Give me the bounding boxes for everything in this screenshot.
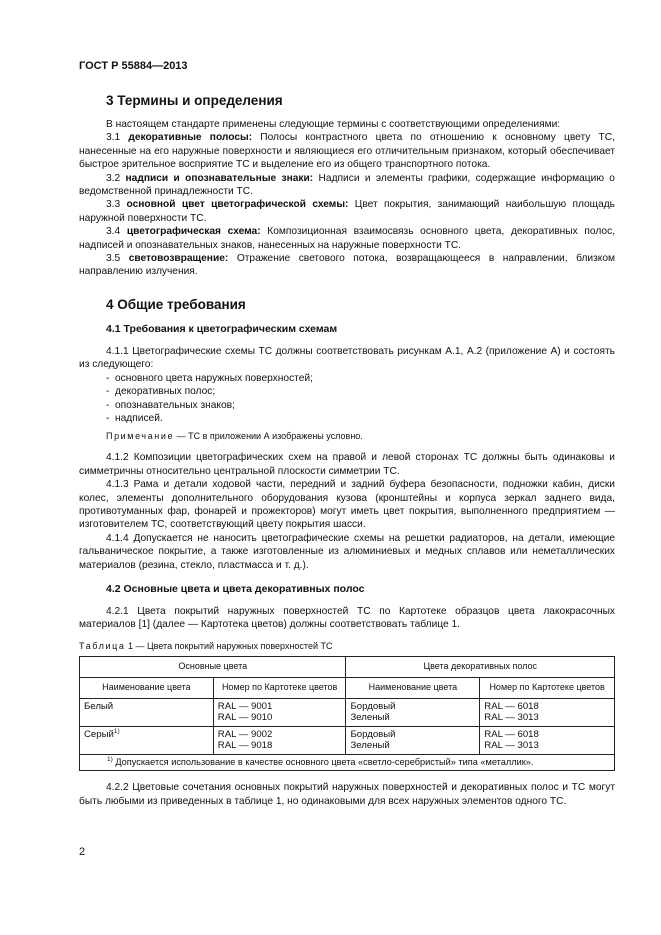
note	[79, 430, 615, 442]
para-4-2-2: 4.2.2 Цветовые сочетания основных покрытий наружных поверхностей и декоративных полос и ТС могут быть любыми из приведенных в таблице 1, но одинаковыми для всех наружных элементов одного ТС.	[79, 782, 615, 807]
table-footnote-row	[80, 754, 615, 771]
table-column-header-row	[80, 677, 615, 698]
term-3-2: 3.2 надписи и опознавательные знаки: Надписи и элементы графики, содержащие информацию о ведомственной принадлежности ТС.	[79, 172, 615, 198]
section-3-intro: В настоящем стандарте применены следующие термины с соответствующими определениями:	[106, 119, 561, 130]
para-4-1-1: 4.1.1 Цветографические схемы ТС должны соответствовать рисункам А.1, А.2 (приложение А) и состоять из следующего:	[79, 345, 615, 371]
term-3-4: 3.4 цветографическая схема: Композиционная взаимосвязь основного цвета, декоративных полос, надписей и опознавательных знаков, нанесенных на наружные поверхности ТС.	[79, 226, 615, 251]
note-label: Примечание	[106, 431, 175, 442]
note-text: — ТС в приложении А изображены условно.	[174, 431, 363, 442]
page-number: 2	[79, 846, 86, 858]
table-cell: Бордовый Зеленый	[346, 698, 480, 726]
table-footnote: $^{1)}$ Допускается использование в качестве основного цвета «светло-серебристый» типа «металлик».	[80, 754, 615, 771]
table-cell: RAL — 9002 RAL — 9018	[213, 726, 346, 754]
table-group-header-row	[80, 656, 615, 677]
table-caption	[79, 640, 615, 652]
table-cell: RAL — 9001 RAL — 9010	[213, 698, 346, 726]
table-label: Таблица	[79, 640, 126, 651]
group-header-stripe-colors: Цвета декоративных полос	[346, 656, 615, 677]
table-cell: Серый$^{1)}$	[80, 726, 214, 754]
para-4-1-3: 4.1.3 Рама и детали ходовой части, передний и задний буфера безопасности, подножки кабин, диски колес, элементы дополнительного оборудования кузова (кронштейны и корпуса зеркал заднего вида, противотуманных фар, фонарей и прожекторов) могут иметь цвет покрытия, выполненного предприятием — изготовителем ТС, соответствующий цвету покрытия шасси.	[79, 479, 615, 531]
list-item: - основного цвета наружных поверхностей;	[79, 372, 615, 385]
table-cell: Белый	[80, 698, 214, 726]
list-item: - надписей.	[79, 412, 615, 425]
list-item: - опознавательных знаков;	[79, 399, 615, 412]
para-4-2-1: 4.2.1 Цвета покрытий наружных поверхностей ТС по Картотеке образцов цвета лакокрасочных материалов [1] (далее — Картотека цветов) должны соответствовать таблице 1.	[79, 605, 615, 631]
group-header-main-colors: Основные цвета	[80, 656, 346, 677]
column-header: Номер по Картотеке цветов	[480, 677, 615, 698]
subsection-4-1-heading: 4.1 Требования к цветографическим схемам	[106, 322, 338, 335]
table-cell: Бордовый Зеленый	[346, 726, 480, 754]
colors-table	[79, 656, 615, 772]
table-row	[80, 726, 615, 754]
section-3-heading: 3 Термины и определения	[106, 93, 283, 108]
table-caption-text: 1 — Цвета покрытий наружных поверхностей ТС	[125, 640, 333, 651]
page-content	[79, 92, 615, 808]
term-3-3: 3.3 основной цвет цветографической схемы: Цвет покрытия, занимающий наибольшую площадь наружной поверхности ТС.	[79, 199, 615, 224]
table-row	[80, 698, 615, 726]
table-cell: RAL — 6018 RAL — 3013	[480, 698, 615, 726]
section-4-heading: 4 Общие требования	[106, 296, 246, 312]
para-4-1-4: 4.1.4 Допускается не наносить цветографические схемы на решетки радиаторов, на детали, имеющие гальваническое покрытие, а также изготовленные из алюминиевых и медных сплавов или неметаллических материалов (резина, стекло, пластмасса и т. д.).	[79, 532, 615, 571]
list-item: - декоративных полос;	[79, 385, 615, 398]
term-3-1: 3.1 декоративные полосы: Полосы контрастного цвета по отношению к основному цвету ТС, нанесенные на его наружные поверхности и являющиеся его отличительным признаком, который обеспечивает быстрое зрительное восприятие ТС и выделение его из общего транспортного потока.	[79, 132, 615, 171]
term-3-5: 3.5 световозвращение: Отражение светового потока, возвращающееся в направлении, близком направлению излучения.	[79, 253, 615, 278]
column-header: Наименование цвета	[80, 677, 214, 698]
column-header: Наименование цвета	[346, 677, 480, 698]
components-list	[79, 372, 615, 426]
subsection-4-2-heading: 4.2 Основные цвета и цвета декоративных полос	[106, 582, 365, 595]
table-cell: RAL — 6018 RAL — 3013	[480, 726, 615, 754]
column-header: Номер по Картотеке цветов	[213, 677, 346, 698]
para-4-1-2: 4.1.2 Композиции цветографических схем на правой и левой сторонах ТС должны быть одинаковы и симметричны относительно центральной плоскости симметрии ТС.	[79, 452, 615, 477]
document-code-header: ГОСТ Р 55884—2013	[79, 60, 188, 72]
